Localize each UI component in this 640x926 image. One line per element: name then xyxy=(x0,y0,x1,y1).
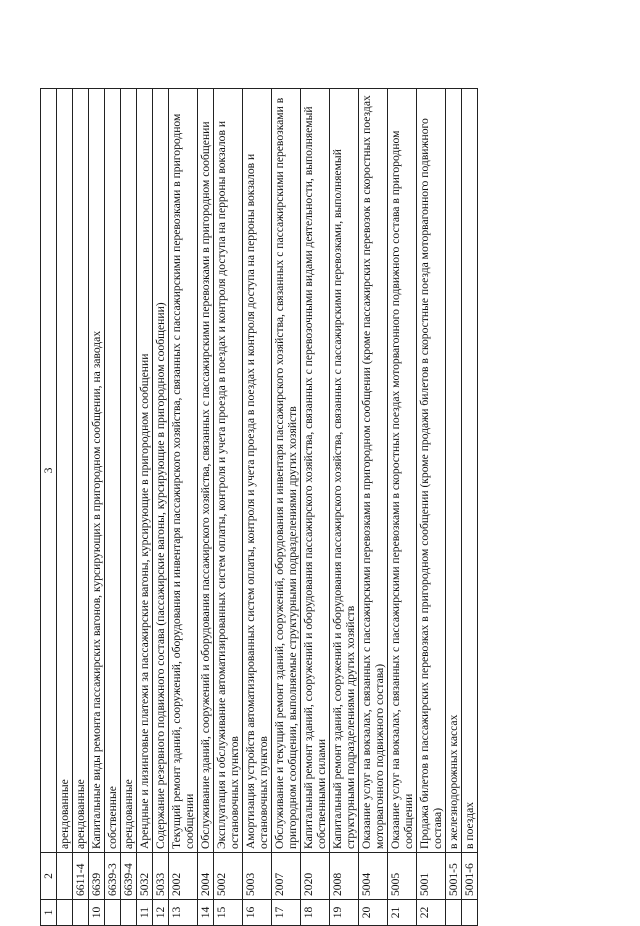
row-description: в железнодорожных кассах xyxy=(446,89,462,853)
row-code: 5005 xyxy=(388,853,417,900)
row-code: 5001-5 xyxy=(446,853,462,900)
row-number xyxy=(57,900,73,926)
table-row xyxy=(137,89,153,926)
row-description: арендованные xyxy=(73,89,89,853)
table-row xyxy=(243,89,272,926)
row-number xyxy=(121,900,137,926)
row-description: Продажа билетов в пассажирских перевозках в пригородном сообщении (кроме продажи билетов в скоростные поезда моторвагонного подвижного состава) xyxy=(417,89,446,853)
row-code: 6639-4 xyxy=(121,853,137,900)
table-row xyxy=(417,89,446,926)
table-row xyxy=(462,89,478,926)
table-header-row xyxy=(41,89,57,926)
header-col-2: 2 xyxy=(41,853,57,900)
row-number: 13 xyxy=(169,900,198,926)
row-number: 14 xyxy=(198,900,214,926)
row-description: Оказание услуг на вокзалах, связанных с пассажирскими перевозками в скоростных поездах моторвагонного подвижного состава в пригородном сообщении xyxy=(388,89,417,853)
row-code: 2004 xyxy=(198,853,214,900)
row-number: 17 xyxy=(272,900,301,926)
row-code: 5032 xyxy=(137,853,153,900)
table-row xyxy=(121,89,137,926)
row-description: арендованные xyxy=(121,89,137,853)
row-code: 2002 xyxy=(169,853,198,900)
cost-items-table xyxy=(40,88,478,926)
row-code: 5003 xyxy=(243,853,272,900)
row-number: 18 xyxy=(301,900,330,926)
row-description: Обслуживание и текущий ремонт зданий, сооружений, оборудования и инвентаря пассажирского хозяйства, связанных с пассажирскими перевозками в пригородном сообщении, выполняемые структурными подразделениями других хозяйств xyxy=(272,89,301,853)
row-description: Текущий ремонт зданий, сооружений, оборудования и инвентаря пассажирского хозяйства, связанных с пассажирскими перевозками в пригородном сообщении xyxy=(169,89,198,853)
row-number xyxy=(446,900,462,926)
row-description: Амортизация устройств автоматизированных систем оплаты, контроля и учета проезда в поездах и контроля доступа на перроны вокзалов и остановочных пунктов xyxy=(243,89,272,853)
table-row xyxy=(89,89,105,926)
table-row xyxy=(301,89,330,926)
table-row xyxy=(73,89,89,926)
row-number: 16 xyxy=(243,900,272,926)
row-code: 6639-3 xyxy=(105,853,121,900)
row-code: 6639 xyxy=(89,853,105,900)
row-code: 2020 xyxy=(301,853,330,900)
row-description: арендованные xyxy=(57,89,73,853)
table-row xyxy=(153,89,169,926)
row-number: 19 xyxy=(330,900,359,926)
table-row xyxy=(214,89,243,926)
row-description: в поездах xyxy=(462,89,478,853)
table-row xyxy=(105,89,121,926)
row-number: 12 xyxy=(153,900,169,926)
row-number xyxy=(462,900,478,926)
row-code: 6611-4 xyxy=(73,853,89,900)
row-number: 11 xyxy=(137,900,153,926)
row-description: Арендные и лизинговые платежи за пассажирские вагоны, курсирующие в пригородном сообщении xyxy=(137,89,153,853)
row-code xyxy=(57,853,73,900)
row-number: 21 xyxy=(388,900,417,926)
table-row xyxy=(446,89,462,926)
row-code: 5004 xyxy=(359,853,388,900)
row-description: собственные xyxy=(105,89,121,853)
row-number: 10 xyxy=(89,900,105,926)
table-row xyxy=(198,89,214,926)
header-col-3: 3 xyxy=(41,89,57,853)
row-number: 20 xyxy=(359,900,388,926)
row-code: 5033 xyxy=(153,853,169,900)
row-description: Капитальные виды ремонта пассажирских вагонов, курсирующих в пригородном сообщении, на заводах xyxy=(89,89,105,853)
row-description: Оказание услуг на вокзалах, связанных с пассажирскими перевозками в пригородном сообщении (кроме пассажирских перевозок в скоростных поездах моторвагонного подвижного состава) xyxy=(359,89,388,853)
row-code: 5002 xyxy=(214,853,243,900)
row-code: 2008 xyxy=(330,853,359,900)
table-row xyxy=(330,89,359,926)
table-row xyxy=(388,89,417,926)
row-description: Эксплуатация и обслуживание автоматизированных систем оплаты, контроля и учета проезда в поездах и контроля доступа на перроны вокзалов и остановочных пунктов xyxy=(214,89,243,853)
row-number: 22 xyxy=(417,900,446,926)
row-number: 15 xyxy=(214,900,243,926)
header-col-1: 1 xyxy=(41,900,57,926)
row-description: Капитальный ремонт зданий, сооружений и оборудования пассажирского хозяйства, связанных с перевозочными видами деятельности, выполняемый собственными силами xyxy=(301,89,330,853)
row-number xyxy=(105,900,121,926)
table-row xyxy=(57,89,73,926)
row-number xyxy=(73,900,89,926)
row-code: 5001-6 xyxy=(462,853,478,900)
row-code: 5001 xyxy=(417,853,446,900)
table-row xyxy=(169,89,198,926)
row-description: Капитальный ремонт зданий, сооружений и оборудования пассажирского хозяйства, связанных с пассажирскими перевозками, выполняемый структурными подразделениями других хозяйств xyxy=(330,89,359,853)
table-row xyxy=(359,89,388,926)
row-description: Содержание резервного подвижного состава (пассажирские вагоны, курсирующие в пригородном сообщении) xyxy=(153,89,169,853)
row-code: 2007 xyxy=(272,853,301,900)
rotated-page-table xyxy=(40,88,540,926)
table-row xyxy=(272,89,301,926)
row-description: Обслуживание зданий, сооружений и оборудования пассажирского хозяйства, связанных с пассажирскими перевозками в пригородном сообщении xyxy=(198,89,214,853)
